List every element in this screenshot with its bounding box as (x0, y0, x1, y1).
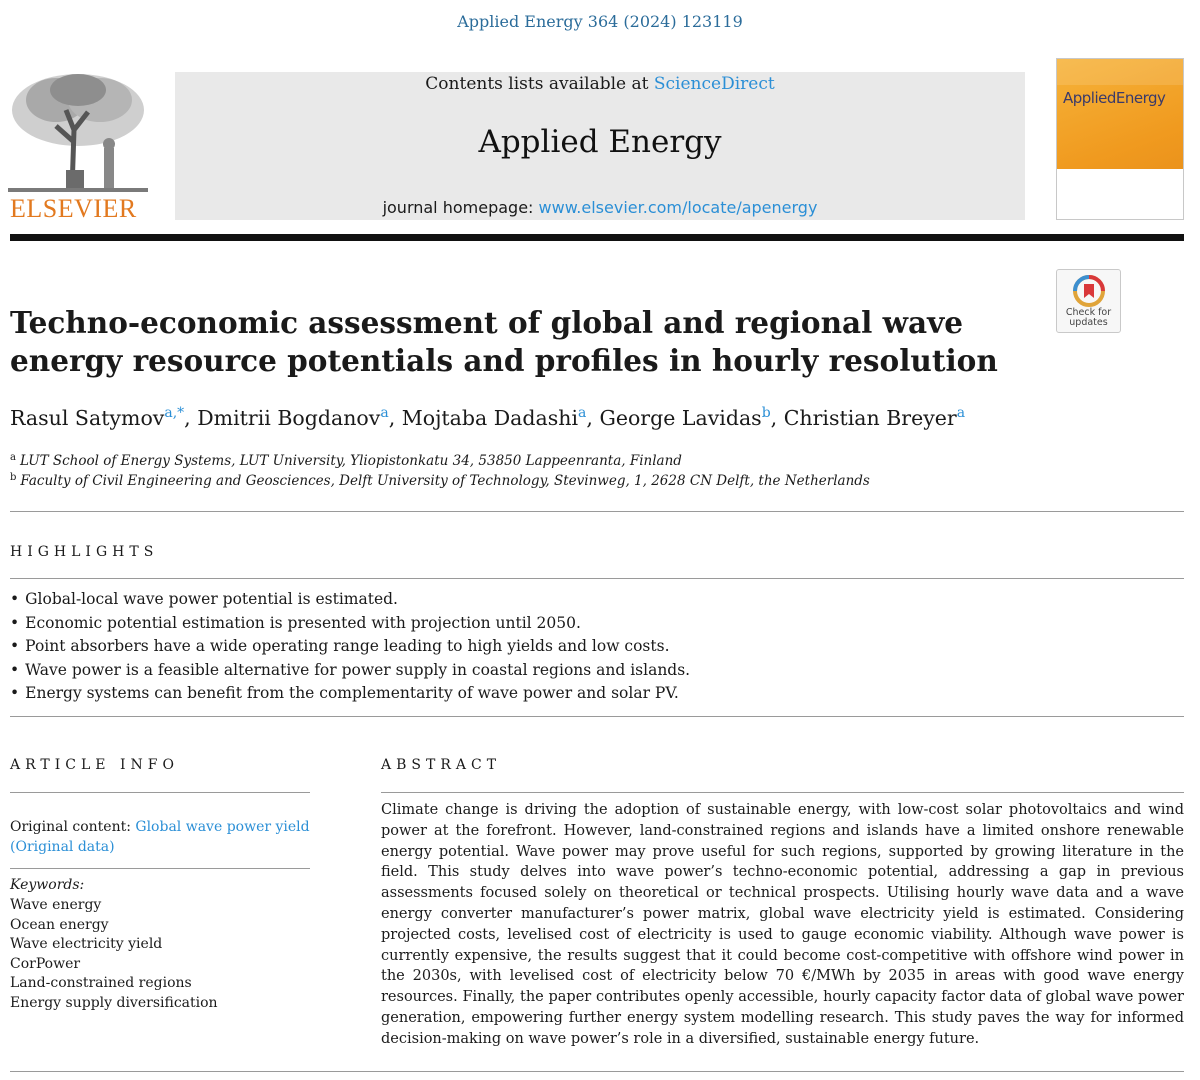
original-data-link[interactable]: (Original data) (10, 839, 115, 855)
affiliation-mark: b (10, 472, 17, 483)
original-content-label: Original content: (10, 819, 136, 835)
divider (381, 792, 1184, 793)
abstract-heading: ABSTRACT (381, 757, 502, 773)
affiliation-text: Faculty of Civil Engineering and Geosciences, Delft University of Technology, Stevinweg, 1, 2628 CN Delft, the Netherlands (20, 473, 870, 489)
author-affil-mark[interactable]: b (761, 405, 771, 421)
contents-prefix: Contents lists available at (425, 74, 654, 94)
cover-title: AppliedEnergy (1063, 89, 1166, 107)
highlight-item: • Energy systems can benefit from the complementarity of wave power and solar PV. (10, 682, 690, 706)
affiliation-b (10, 472, 870, 489)
abstract-text: Climate change is driving the adoption of sustainable energy, with low-cost solar photovoltaics and wind power at the forefront. However, land-constrained regions and islands have a limited onshore renewable energy potential. Wave power may prove useful for such regions, supported by growing literature in the field. This study delves into wave power’s techno-economic potential, addressing a gap in previous assessments focused solely on theoretical or technical prospects. Utilising hourly wave data and a wave energy converter manufacturer’s power matrix, global wave electricity yield is estimated. Considering projected costs, levelised cost of electricity is used to gauge economic viability. Although wave power is currently expensive, the results suggest that it could become cost-competitive with offshore wind power in the 2030s, with levelised cost of electricity below 70 €/MWh by 2035 in areas with good wave energy resources. Finally, the paper contributes openly accessible, hourly capacity factor data of global wave power generation, empowering further energy system modelling research. This study paves the way for informed decision-making on wave power’s role in a diversified, sustainable energy future. (381, 802, 1184, 1047)
highlight-item: • Global-local wave power potential is estimated. (10, 588, 690, 612)
check-updates-label: Check for updates (1065, 307, 1112, 328)
journal-title: Applied Energy (478, 124, 722, 160)
highlights-heading: HIGHLIGHTS (10, 544, 159, 560)
author-affil-mark[interactable]: a (380, 405, 389, 421)
author-name[interactable]: Christian Breyer (783, 406, 957, 430)
author-affil-mark[interactable]: a (956, 405, 966, 421)
cover-bottom-band (1057, 169, 1183, 219)
tree-icon (8, 70, 148, 194)
divider (10, 868, 310, 869)
journal-homepage-line (175, 198, 1025, 217)
elsevier-wordmark[interactable]: ELSEVIER (10, 194, 137, 223)
highlight-item: • Point absorbers have a wide operating range leading to high yields and low costs. (10, 635, 690, 659)
affiliation-text: LUT School of Energy Systems, LUT University, Yliopistonkatu 34, 53850 Lappeenranta, Finland (19, 453, 682, 469)
homepage-prefix: journal homepage: (382, 198, 539, 217)
article-title: Techno-economic assessment of global and regional wave energy resource potentials and profiles in hourly resolution (10, 305, 998, 378)
affiliation-a (10, 452, 682, 469)
keywords-list (10, 896, 218, 1013)
highlights-list (10, 588, 690, 706)
contents-available-line (175, 74, 1025, 94)
highlight-item: • Wave power is a feasible alternative for power supply in coastal regions and islands. (10, 659, 690, 683)
divider (10, 1071, 1184, 1072)
author-name[interactable]: George Lavidas (599, 406, 762, 430)
journal-cover-thumbnail[interactable] (1056, 58, 1184, 220)
keyword-item: Wave electricity yield (10, 936, 163, 952)
sciencedirect-link[interactable]: ScienceDirect (653, 74, 775, 94)
check-for-updates-button[interactable] (1056, 269, 1121, 333)
author-list: Rasul Satymov$^{a,*}$, Dmitrii Bogdanov$^a$, Mojtaba Dadashi$^a$, George Lavidas$^b$, Christian Breyer$^a$ (10, 405, 966, 430)
divider (10, 578, 1184, 579)
keyword-item: Ocean energy (10, 916, 109, 933)
keyword-item: Energy supply diversification (10, 994, 218, 1011)
homepage-link[interactable]: www.elsevier.com/locate/apenergy (538, 198, 818, 217)
keyword-item: Land-constrained regions (10, 975, 192, 991)
affiliation-mark: a (10, 452, 16, 463)
original-content (10, 817, 310, 857)
author-name[interactable]: Mojtaba Dadashi (401, 406, 579, 430)
keyword-item: CorPower (10, 955, 81, 972)
author-affil-mark[interactable]: a (578, 405, 587, 421)
journal-masthead (175, 72, 1025, 220)
citation-line[interactable]: Applied Energy 364 (2024) 123119 (457, 12, 743, 31)
author-affil-mark[interactable]: a,* (164, 405, 185, 421)
divider (10, 511, 1184, 512)
highlight-item: • Economic potential estimation is presented with projection until 2050. (10, 612, 690, 636)
original-content-link[interactable]: Global wave power yield (135, 819, 310, 835)
check-updates-icon (1073, 275, 1105, 307)
divider (10, 792, 310, 793)
author-name[interactable]: Dmitrii Bogdanov (197, 406, 381, 430)
cover-top-strip (1057, 59, 1183, 85)
divider (10, 716, 1184, 717)
keywords-label: Keywords: (10, 877, 85, 893)
keyword-item: Wave energy (10, 897, 102, 913)
author-name[interactable]: Rasul Satymov (10, 406, 165, 430)
header-rule (10, 234, 1184, 241)
article-info-heading: ARTICLE INFO (10, 757, 179, 773)
